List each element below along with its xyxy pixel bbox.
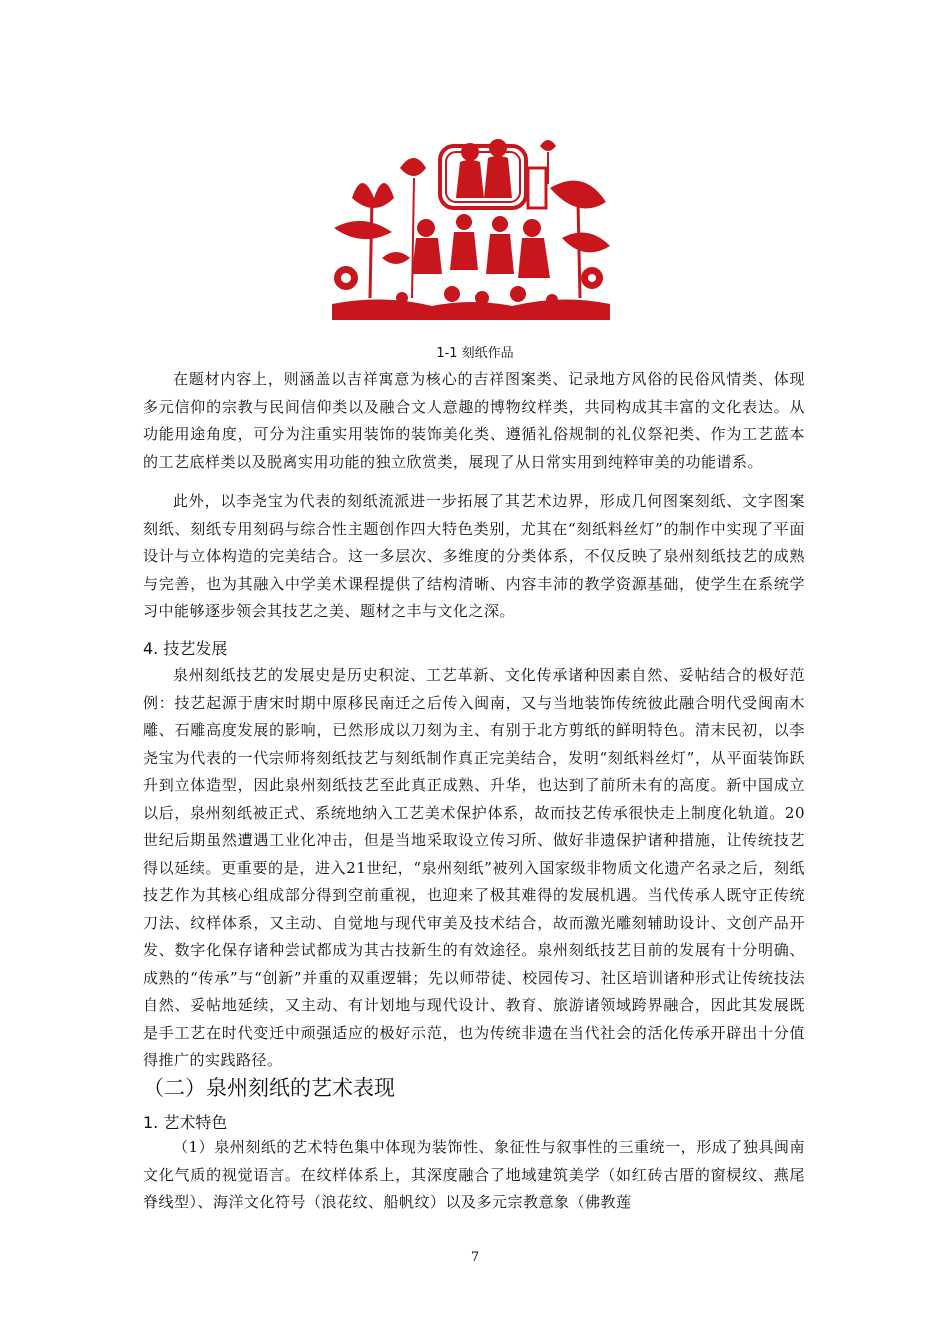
- figure-caption: 1-1 刻纸作品: [436, 346, 514, 361]
- heading-artistic-expression: （二）泉州刻纸的艺术表现: [143, 1076, 395, 1100]
- heading-technique-development: 4. 技艺发展: [143, 639, 228, 658]
- paragraph-technique-development: 泉州刻纸技艺的发展史是历史积淀、工艺革新、文化传承诸种因素自然、妥帖结合的极好范例：技艺起源于唐宋时期中原移民南迁之后传入闽南，又与当地装饰传统彼此融合明代受闽南木雕、石雕高度发展的影响，已然形成以刀刻为主、有别于北方剪纸的鲜明特色。清末民初，以李尧宝为代表的一代宗师将刻纸技艺与刻纸制作真正完美结合，发明“刻纸料丝灯”，从平面装饰跃升到立体造型，因此泉州刻纸技艺至此真正成熟、升华，也达到了前所未有的高度。新中国成立以后，泉州刻纸被正式、系统地纳入工艺美术保护体系，故而技艺传承很快走上制度化轨道。20世纪后期虽然遭遇工业化冲击，但是当地采取设立传习所、做好非遗保护诸种措施，让传统技艺得以延续。更重要的是，进入21世纪，“泉州刻纸”被列入国家级非物质文化遗产名录之后，刻纸技艺作为其核心组成部分得到空前重视，也迎来了极其难得的发展机遇。当代传承人既守正传统刀法、纹样体系，又主动、自觉地与现代审美及技术结合，故而激光雕刻辅助设计、文创产品开发、数字化保存诸种尝试都成为其古技新生的有效途径。泉州刻纸技艺目前的发展有十分明确、成熟的“传承”与“创新”并重的双重逻辑；先以师带徒、校园传习、社区培训诸种形式让传统技法自然、妥帖地延续，又主动、有计划地与现代设计、教育、旅游诸领域跨界融合，因此其发展既是手工艺在时代变迁中顽强适应的极好示范，也为传统非遗在当代社会的活化传承开辟出十分值得推广的实践路径。: [143, 666, 805, 1069]
- heading-art-features: 1. 艺术特色: [143, 1113, 228, 1132]
- paragraph-classification: 此外，以李尧宝为代表的刻纸流派进一步拓展了其艺术边界，形成几何图案刻纸、文字图案刻纸、刻纸专用刻码与综合性主题创作四大特色类别，尤其在“刻纸料丝灯”的制作中实现了平面设计与立体构造的完美结合。这一多层次、多维度的分类体系，不仅反映了泉州刻纸技艺的成熟与完善，也为其融入中学美术课程提供了结构清晰、内容丰沛的教学资源基础，使学生在系统学习中能够逐步领会其技艺之美、题材之丰与文化之深。: [143, 492, 805, 620]
- page-number: 7: [470, 1250, 480, 1265]
- paper-cut-figure: [322, 128, 618, 324]
- paper-cut-artwork-icon: [322, 128, 618, 324]
- paragraph-art-features: （1）泉州刻纸的艺术特色集中体现为装饰性、象征性与叙事性的三重统一，形成了独具闽南文化气质的视觉语言。在纹样体系上，其深度融合了地域建筑美学（如红砖古厝的窗棂纹、燕尾脊线型）、海洋文化符号（浪花纹、船帆纹）以及多元宗教意象（佛教莲: [143, 1138, 805, 1211]
- paragraph-subject-matter: 在题材内容上，则涵盖以吉祥寓意为核心的吉祥图案类、记录地方风俗的民俗风情类、体现多元信仰的宗教与民间信仰类以及融合文人意趣的博物纹样类，共同构成其丰富的文化表达。从功能用途角度，可分为注重实用装饰的装饰美化类、遵循礼俗规制的礼仪祭祀类、作为工艺蓝本的工艺底样类以及脱离实用功能的独立欣赏类，展现了从日常实用到纯粹审美的功能谱系。: [143, 370, 805, 471]
